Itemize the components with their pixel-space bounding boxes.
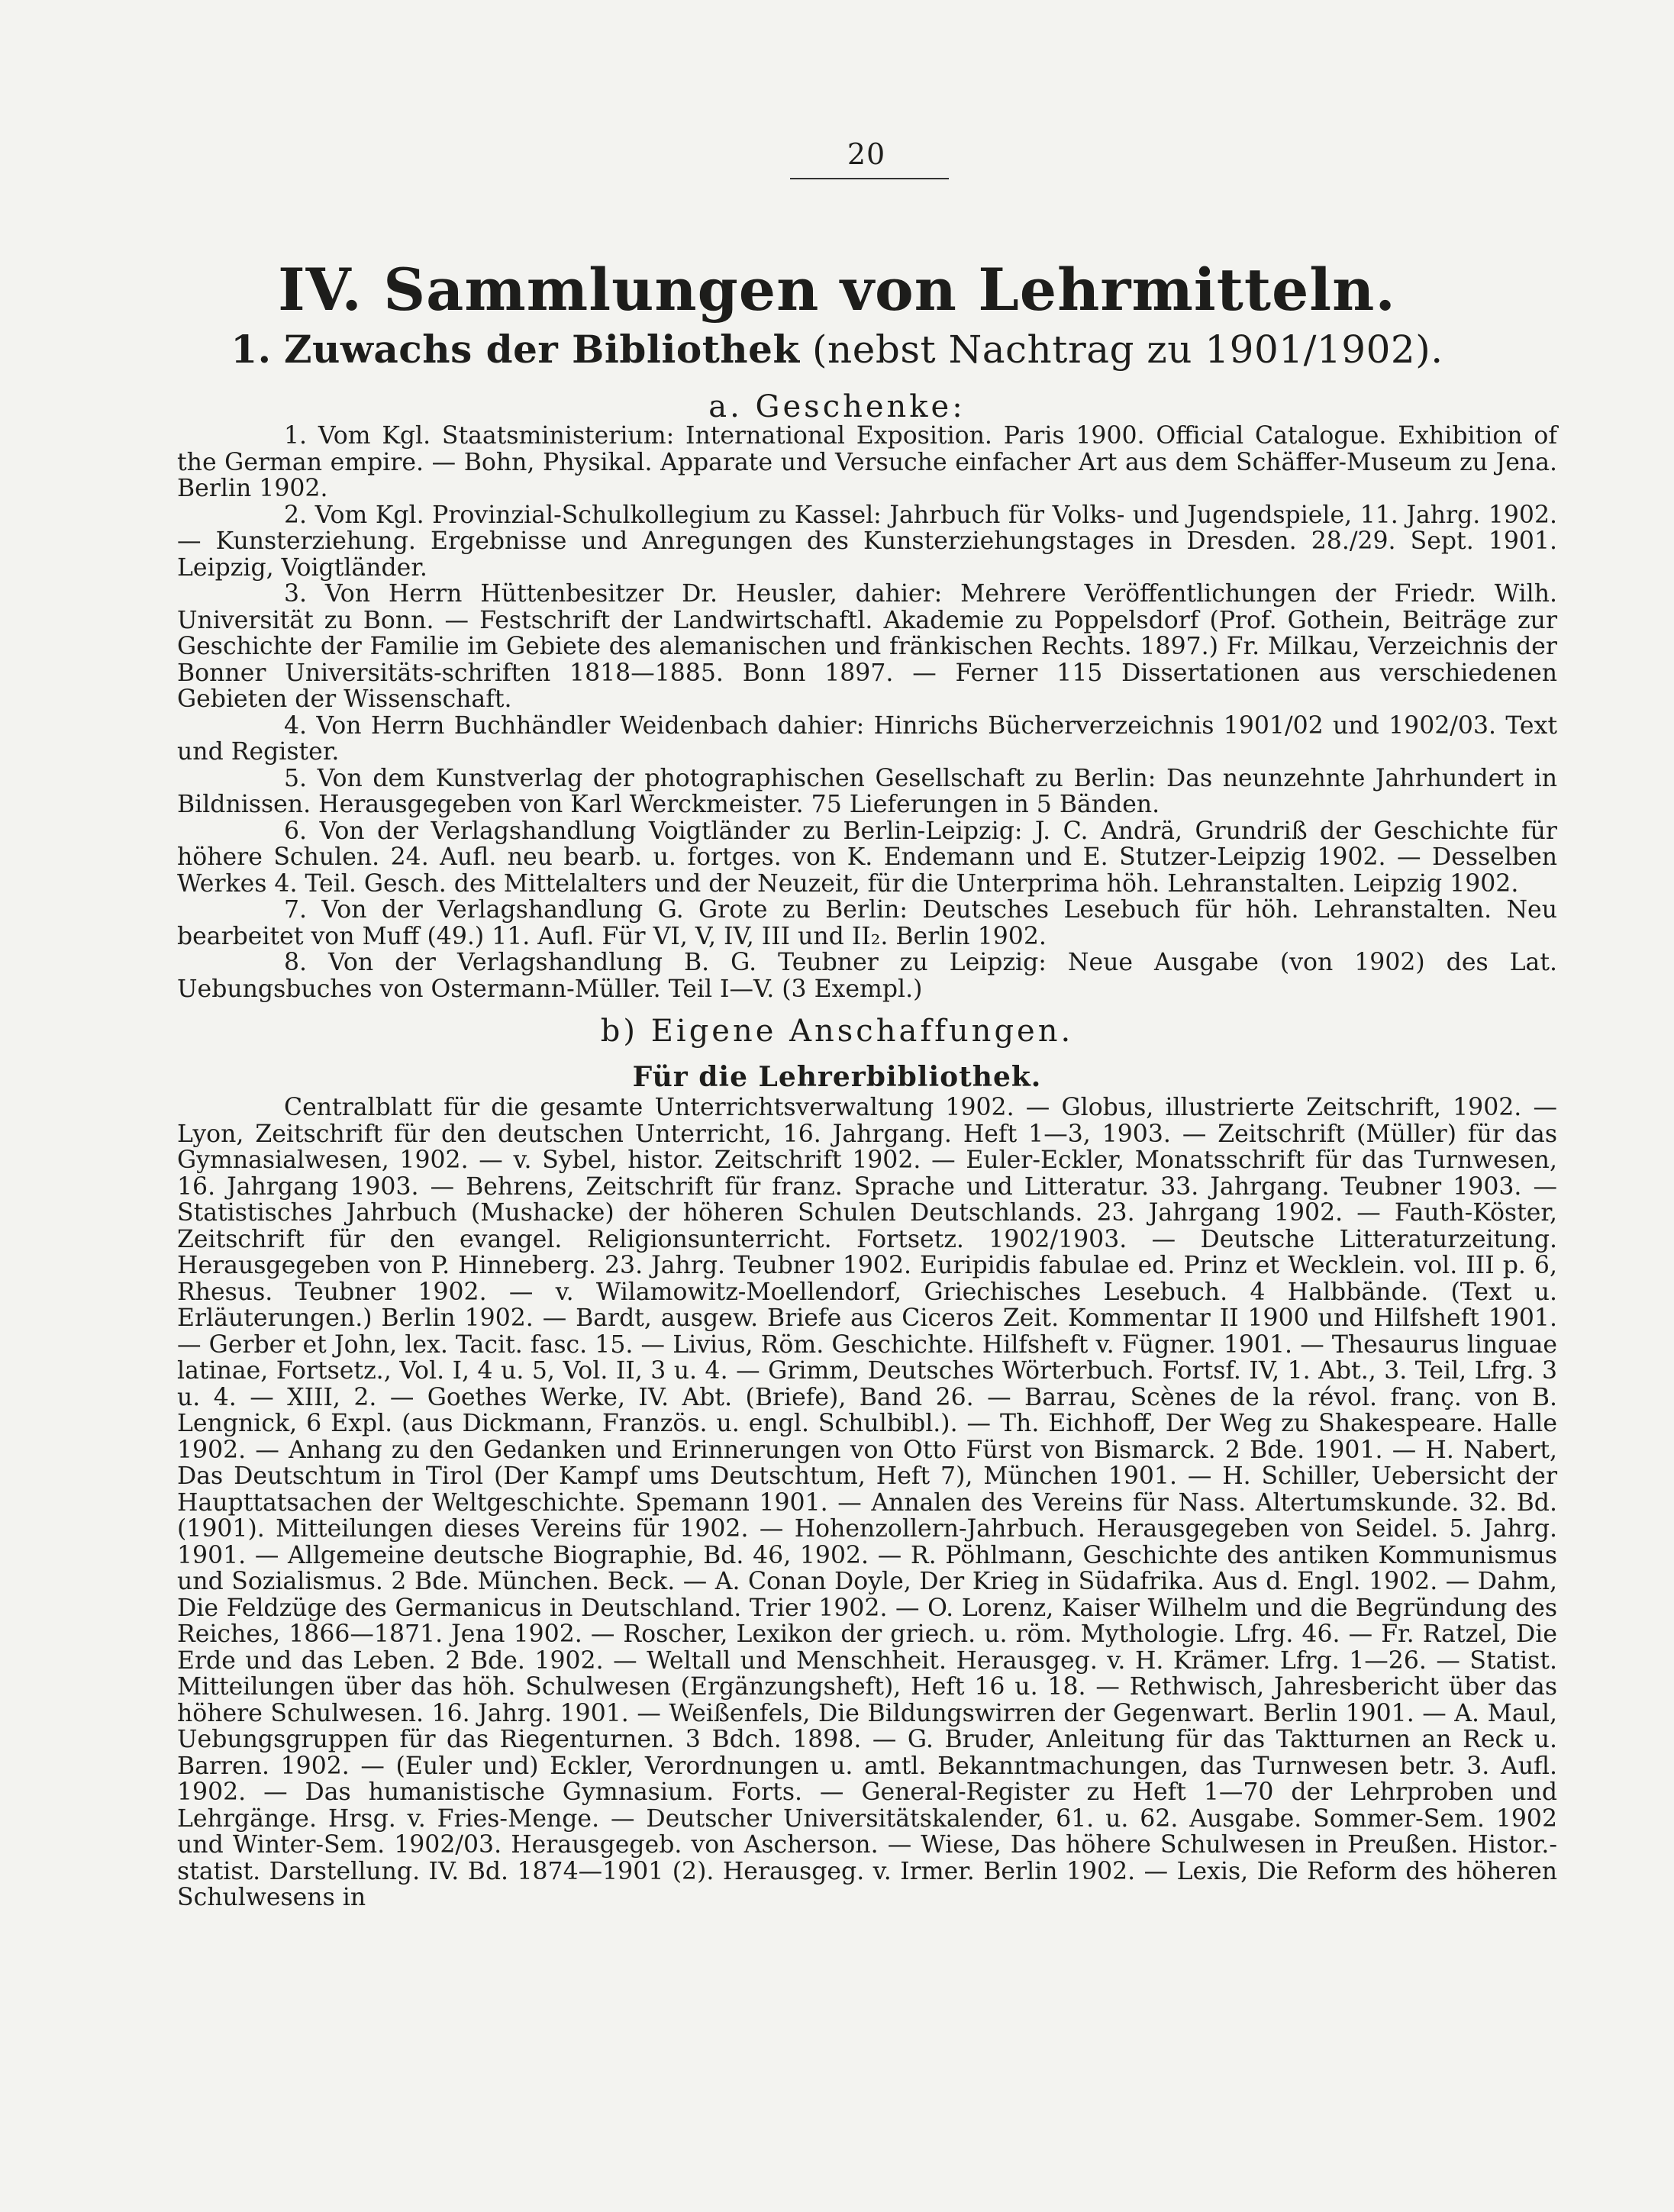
gift-item: 7. Von der Verlagshandlung G. Grote zu Berlin: Deutsches Lesebuch für höh. Lehranstalten. Neu bearbeitet von Muff (49.) 11. Aufl. Für VI, V, IV, III und II₂. Berlin 1902. bbox=[177, 896, 1557, 950]
gifts-list bbox=[177, 423, 1557, 1002]
page-number-rule bbox=[790, 178, 949, 179]
subsection-number: 1. bbox=[231, 327, 272, 372]
heading-gifts: a. Geschenke: bbox=[708, 389, 966, 424]
subsection-bold-title: Zuwachs der Bibliothek bbox=[283, 327, 800, 372]
subsection-title bbox=[0, 327, 1674, 372]
gift-item: 5. Von dem Kunstverlag der photographischen Gesellschaft zu Berlin: Das neunzehnte Jahrhundert in Bildnissen. Herausgegeben von Karl Werckmeister. 75 Lieferungen in 5 Bänden. bbox=[177, 764, 1557, 818]
gift-item: 8. Von der Verlagshandlung B. G. Teubner zu Leipzig: Neue Ausgabe (von 1902) des Lat. Uebungsbuches von Ostermann-Müller. Teil I—V. (3 Exempl.) bbox=[177, 949, 1557, 1003]
teacher-library-paragraph: Centralblatt für die gesamte Unterrichtsverwaltung 1902. — Globus, illustrierte Zeitschrift, 1902. — Lyon, Zeitschrift für den deutschen Unterricht, 16. Jahrgang. Heft 1—3, 1903. — Zeitschrift (Müller) für das Gymnasialwesen, 1902. — v. Sybel, histor. Zeitschrift 1902. — Euler-Eckler, Monatsschrift für das Turnwesen, 16. Jahrgang 1903. — Behrens, Zeitschrift für franz. Sprache und Litteratur. 33. Jahrgang. Teubner 1903. — Statistisches Jahrbuch (Mushacke) der höheren Schulen Deutschlands. 23. Jahrgang 1902. — Fauth-Köster, Zeitschrift für den evangel. Religionsunterricht. Fortsetz. 1902/1903. — Deutsche Litteraturzeitung. Herausgegeben von P. Hinneberg. 23. Jahrg. Teubner 1902. Euripidis fabulae ed. Prinz et Wecklein. vol. III p. 6, Rhesus. Teubner 1902. — v. Wilamowitz-Moellendorf, Griechisches Lesebuch. 4 Halbbände. (Text u. Erläuterungen.) Berlin 1902. — Bardt, ausgew. Briefe aus Ciceros Zeit. Kommentar II 1900 und Hilfsheft 1901. — Gerber et John, lex. Tacit. fasc. 15. — Livius, Röm. Geschichte. Hilfsheft v. Fügner. 1901. — Thesaurus linguae latinae, Fortsetz., Vol. I, 4 u. 5, Vol. II, 3 u. 4. — Grimm, Deutsches Wörterbuch. Fortsf. IV, 1. Abt., 3. Teil, Lfrg. 3 u. 4. — XIII, 2. — Goethes Werke, IV. Abt. (Briefe), Band 26. — Barrau, Scènes de la révol. franç. von B. Lengnick, 6 Expl. (aus Dickmann, Französ. u. engl. Schulbibl.). — Th. Eichhoff, Der Weg zu Shakespeare. Halle 1902. — Anhang zu den Gedanken und Erinnerungen von Otto Fürst von Bismarck. 2 Bde. 1901. — H. Nabert, Das Deutschtum in Tirol (Der Kampf ums Deutschtum, Heft 7), München 1901. — H. Schiller, Uebersicht der Haupttatsachen der Weltgeschichte. Spemann 1901. — Annalen des Vereins für Nass. Altertumskunde. 32. Bd. (1901). Mitteilungen dieses Vereins für 1902. — Hohenzollern-Jahrbuch. Herausgegeben von Seidel. 5. Jahrg. 1901. — Allgemeine deutsche Biographie, Bd. 46, 1902. — R. Pöhlmann, Geschichte des antiken Kommunismus und Sozialismus. 2 Bde. München. Beck. — A. Conan Doyle, Der Krieg in Südafrika. Aus d. Engl. 1902. — Dahm, Die Feldzüge des Germanicus in Deutschland. Trier 1902. — O. Lorenz, Kaiser Wilhelm und die Begründung des Reiches, 1866—1871. Jena 1902. — Roscher, Lexikon der griech. u. röm. Mythologie. Lfrg. 46. — Fr. Ratzel, Die Erde und das Leben. 2 Bde. 1902. — Weltall und Menschheit. Herausgeg. v. H. Krämer. Lfrg. 1—26. — Statist. Mitteilungen über das höh. Schulwesen (Ergänzungsheft), Heft 16 u. 18. — Rethwisch, Jahresbericht über das höhere Schulwesen. 16. Jahrg. 1901. — Weißenfels, Die Bildungswirren der Gegenwart. Berlin 1901. — A. Maul, Uebungsgruppen für das Riegenturnen. 3 Bdch. 1898. — G. Bruder, Anleitung für das Taktturnen an Reck u. Barren. 1902. — (Euler und) Eckler, Verordnungen u. amtl. Bekanntmachungen, das Turnwesen betr. 3. Aufl. 1902. — Das humanistische Gymnasium. Forts. — General-Register zu Heft 1—70 der Lehrproben und Lehrgänge. Hrsg. v. Fries-Menge. — Deutscher Universitätskalender, 61. u. 62. Ausgabe. Sommer-Sem. 1902 und Winter-Sem. 1902/03. Herausgegeb. von Ascherson. — Wiese, Das höhere Schulwesen in Preußen. Histor.-statist. Darstellung. IV. Bd. 1874—1901 (2). Herausgeg. v. Irmer. Berlin 1902. — Lexis, Die Reform des höheren Schulwesens in bbox=[177, 1094, 1557, 1911]
heading-own-acquisitions: b) Eigene Anschaffungen. bbox=[600, 1014, 1074, 1049]
section-title: IV. Sammlungen von Lehrmitteln. bbox=[278, 256, 1396, 324]
gift-item: 3. Von Herrn Hüttenbesitzer Dr. Heusler, dahier: Mehrere Veröffentlichungen der Friedr. Wilh. Universität zu Bonn. — Festschrift der Landwirtschaftl. Akademie zu Poppelsdorf (Prof. Gothein, Beiträge zur Geschichte der Familie im Gebiete des alemanischen und fränkischen Rechts. 1897.) Fr. Milkau, Verzeichnis der Bonner Universitäts-schriften 1818—1885. Bonn 1897. — Ferner 115 Dissertationen aus verschiedenen Gebieten der Wissenschaft. bbox=[177, 580, 1557, 713]
teacher-library-text bbox=[177, 1095, 1557, 1911]
subsection-rest: (nebst Nachtrag zu 1901/1902). bbox=[812, 327, 1443, 372]
gift-item: 1. Vom Kgl. Staatsministerium: International Exposition. Paris 1900. Official Catalogue. Exhibition of the German empire. — Bohn, Physikal. Apparate und Versuche einfacher Art aus dem Schäffer-Museum zu Jena. Berlin 1902. bbox=[177, 422, 1557, 502]
gift-item: 2. Vom Kgl. Provinzial-Schulkollegium zu Kassel: Jahrbuch für Volks- und Jugendspiele, 11. Jahrg. 1902. — Kunsterziehung. Ergebnisse und Anregungen des Kunsterziehungstages in Dresden. 28./29. Sept. 1901. Leipzig, Voigtländer. bbox=[177, 501, 1557, 582]
gift-item: 4. Von Herrn Buchhändler Weidenbach dahier: Hinrichs Bücherverzeichnis 1901/02 und 1902/03. Text und Register. bbox=[177, 711, 1557, 766]
page-number: 20 bbox=[847, 137, 886, 171]
heading-teacher-library: Für die Lehrerbibliothek. bbox=[632, 1061, 1042, 1093]
gift-item: 6. Von der Verlagshandlung Voigtländer zu Berlin-Leipzig: J. C. Andrä, Grundriß der Geschichte für höhere Schulen. 24. Aufl. neu bearb. u. fortges. von K. Endemann und E. Stutzer-Leipzig 1902. — Desselben Werkes 4. Teil. Gesch. des Mittelalters und der Neuzeit, für die Unterprima höh. Lehranstalten. Leipzig 1902. bbox=[177, 817, 1557, 898]
